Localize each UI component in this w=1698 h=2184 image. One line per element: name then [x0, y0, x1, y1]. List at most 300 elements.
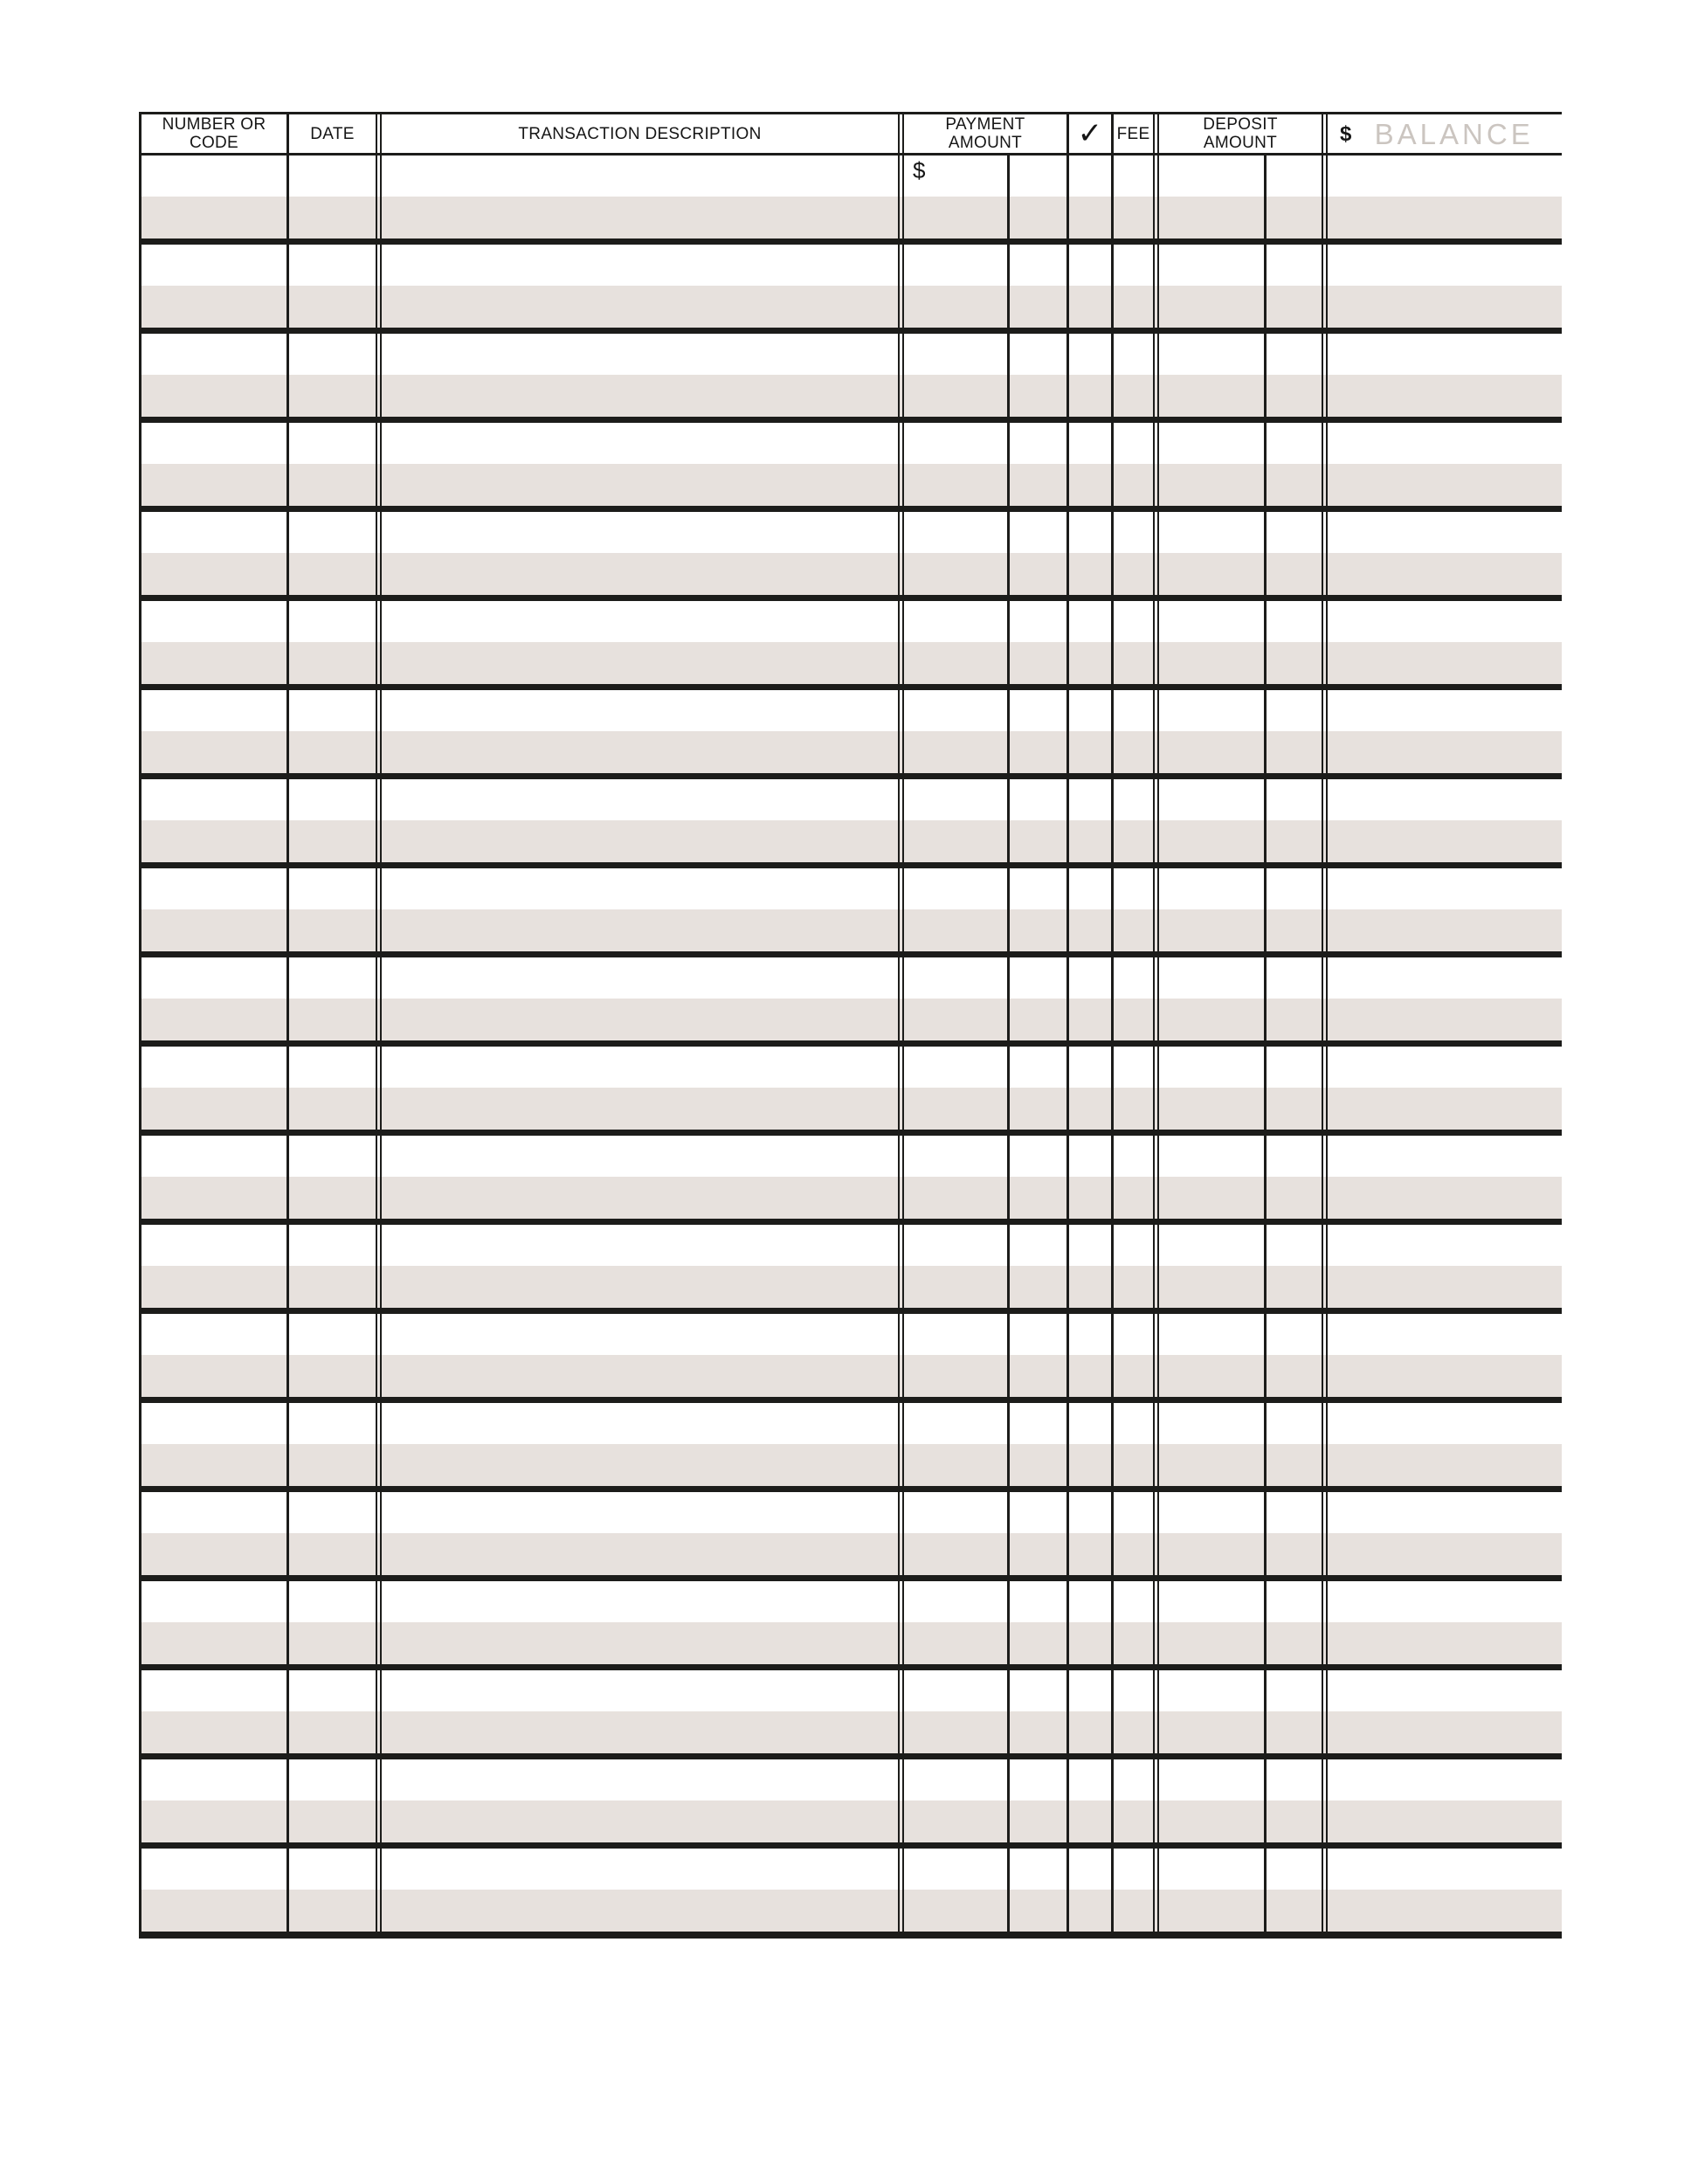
register-row	[139, 245, 1562, 334]
column-divider	[898, 334, 904, 417]
deposit-cents-cell[interactable]	[1267, 1403, 1322, 1486]
register-row	[139, 512, 1562, 601]
balance-cell[interactable]	[1328, 156, 1562, 238]
payment-dollars-cell[interactable]	[904, 690, 1010, 773]
number-cell[interactable]	[142, 1581, 286, 1664]
header-transaction-description	[382, 114, 898, 153]
number-cell[interactable]	[142, 779, 286, 862]
fee-cell[interactable]	[1111, 690, 1153, 773]
register-row	[139, 1403, 1562, 1492]
deposit-dollars-cell[interactable]	[1159, 868, 1267, 951]
register-row	[139, 423, 1562, 512]
deposit-dollars-cell[interactable]	[1159, 1581, 1267, 1664]
register-row	[139, 1136, 1562, 1225]
description-cell[interactable]	[382, 1849, 898, 1932]
column-divider	[1153, 1581, 1159, 1664]
number-cell[interactable]	[142, 1670, 286, 1753]
payment-dollar-sign	[904, 779, 1007, 782]
balance-dollar-sign: $	[1340, 121, 1352, 146]
cleared-check-cell[interactable]	[1066, 1403, 1111, 1486]
deposit-cents-cell[interactable]	[1267, 690, 1322, 773]
number-cell[interactable]	[142, 601, 286, 684]
column-divider	[1322, 156, 1328, 238]
deposit-dollars-cell[interactable]	[1159, 1225, 1267, 1308]
payment-cents-cell[interactable]	[1010, 1403, 1066, 1486]
balance-cell[interactable]	[1328, 1047, 1562, 1130]
payment-dollar-sign	[904, 512, 1007, 515]
payment-dollar-sign	[904, 1314, 1007, 1317]
column-divider	[376, 114, 382, 153]
payment-dollar-sign	[904, 957, 1007, 960]
column-divider	[898, 1581, 904, 1664]
payment-dollar-sign	[904, 1849, 1007, 1851]
cleared-check-cell[interactable]	[1066, 156, 1111, 238]
payment-cents-cell[interactable]	[1010, 423, 1066, 506]
deposit-cents-cell[interactable]	[1267, 957, 1322, 1040]
column-divider	[898, 957, 904, 1040]
deposit-cents-cell[interactable]	[1267, 423, 1322, 506]
column-divider	[898, 423, 904, 506]
number-cell[interactable]	[142, 1849, 286, 1932]
payment-dollar-sign	[904, 245, 1007, 247]
date-cell[interactable]	[286, 1136, 376, 1219]
column-divider	[1153, 1314, 1159, 1397]
description-cell[interactable]	[382, 245, 898, 328]
description-cell[interactable]	[382, 779, 898, 862]
column-divider	[898, 245, 904, 328]
payment-dollar-sign	[904, 868, 1007, 871]
date-cell[interactable]	[286, 779, 376, 862]
cleared-check-cell[interactable]	[1066, 1225, 1111, 1308]
column-divider	[898, 1670, 904, 1753]
deposit-dollars-cell[interactable]	[1159, 1670, 1267, 1753]
column-divider	[376, 1225, 382, 1308]
column-divider	[1153, 1403, 1159, 1486]
header-fee-label: FEE	[1116, 124, 1150, 143]
deposit-dollars-cell[interactable]	[1159, 779, 1267, 862]
header-payment-amount-line2: AMOUNT	[948, 134, 1023, 152]
deposit-dollars-cell[interactable]	[1159, 1759, 1267, 1842]
number-cell[interactable]	[142, 334, 286, 417]
deposit-cents-cell[interactable]	[1267, 245, 1322, 328]
date-cell[interactable]	[286, 1670, 376, 1753]
payment-cents-cell[interactable]	[1010, 1670, 1066, 1753]
payment-dollars-cell[interactable]	[904, 1403, 1010, 1486]
balance-cell[interactable]	[1328, 423, 1562, 506]
description-cell[interactable]	[382, 334, 898, 417]
date-cell[interactable]	[286, 156, 376, 238]
fee-cell[interactable]	[1111, 868, 1153, 951]
number-cell[interactable]	[142, 1492, 286, 1575]
payment-cents-cell[interactable]	[1010, 957, 1066, 1040]
payment-dollars-cell[interactable]	[904, 334, 1010, 417]
payment-dollars-cell[interactable]	[904, 423, 1010, 506]
header-payment-amount-line1: PAYMENT	[945, 115, 1025, 134]
column-divider	[376, 512, 382, 595]
fee-cell[interactable]	[1111, 1581, 1153, 1664]
description-cell[interactable]	[382, 1314, 898, 1397]
fee-cell[interactable]	[1111, 156, 1153, 238]
payment-cents-cell[interactable]	[1010, 1759, 1066, 1842]
description-cell[interactable]	[382, 957, 898, 1040]
deposit-dollars-cell[interactable]	[1159, 423, 1267, 506]
deposit-dollars-cell[interactable]	[1159, 156, 1267, 238]
column-divider	[376, 690, 382, 773]
payment-dollars-cell[interactable]	[904, 1136, 1010, 1219]
column-divider	[376, 1849, 382, 1932]
balance-cell[interactable]	[1328, 601, 1562, 684]
balance-cell[interactable]	[1328, 1670, 1562, 1753]
cleared-check-cell[interactable]	[1066, 1670, 1111, 1753]
deposit-cents-cell[interactable]	[1267, 1581, 1322, 1664]
header-number-or-code-line2: CODE	[189, 134, 239, 152]
number-cell[interactable]	[142, 1759, 286, 1842]
deposit-cents-cell[interactable]	[1267, 1225, 1322, 1308]
balance-cell[interactable]	[1328, 690, 1562, 773]
deposit-dollars-cell[interactable]	[1159, 512, 1267, 595]
date-cell[interactable]	[286, 957, 376, 1040]
cleared-check-cell[interactable]	[1066, 868, 1111, 951]
number-cell[interactable]	[142, 512, 286, 595]
register-row	[139, 334, 1562, 423]
deposit-cents-cell[interactable]	[1267, 1136, 1322, 1219]
payment-dollars-cell[interactable]	[904, 868, 1010, 951]
balance-cell[interactable]	[1328, 1492, 1562, 1575]
register-row	[139, 1314, 1562, 1403]
number-cell[interactable]	[142, 245, 286, 328]
column-divider	[376, 1759, 382, 1842]
description-cell[interactable]	[382, 1047, 898, 1130]
number-cell[interactable]	[142, 156, 286, 238]
balance-cell[interactable]	[1328, 245, 1562, 328]
description-cell[interactable]	[382, 1492, 898, 1575]
column-divider	[1153, 1670, 1159, 1753]
balance-cell[interactable]	[1328, 1849, 1562, 1932]
payment-cents-cell[interactable]	[1010, 1492, 1066, 1575]
payment-dollars-cell[interactable]	[904, 957, 1010, 1040]
number-cell[interactable]	[142, 690, 286, 773]
payment-dollars-cell[interactable]	[904, 1047, 1010, 1130]
column-divider	[1153, 114, 1159, 153]
column-divider	[1153, 1492, 1159, 1575]
payment-dollars-cell[interactable]	[904, 245, 1010, 328]
date-cell[interactable]	[286, 423, 376, 506]
column-divider	[1322, 512, 1328, 595]
payment-cents-cell[interactable]	[1010, 512, 1066, 595]
balance-cell[interactable]	[1328, 957, 1562, 1040]
payment-dollars-cell[interactable]	[904, 1492, 1010, 1575]
column-divider	[376, 423, 382, 506]
date-cell[interactable]	[286, 1581, 376, 1664]
deposit-dollars-cell[interactable]	[1159, 245, 1267, 328]
description-cell[interactable]	[382, 690, 898, 773]
payment-cents-cell[interactable]	[1010, 1136, 1066, 1219]
column-divider	[1322, 1047, 1328, 1130]
balance-cell[interactable]	[1328, 1581, 1562, 1664]
deposit-cents-cell[interactable]	[1267, 156, 1322, 238]
number-cell[interactable]	[142, 1403, 286, 1486]
header-date-label: DATE	[310, 124, 355, 143]
date-cell[interactable]	[286, 1314, 376, 1397]
payment-dollar-sign	[904, 334, 1007, 336]
balance-cell[interactable]	[1328, 1314, 1562, 1397]
date-cell[interactable]	[286, 868, 376, 951]
cleared-check-cell[interactable]	[1066, 779, 1111, 862]
fee-cell[interactable]	[1111, 334, 1153, 417]
number-cell[interactable]	[142, 1314, 286, 1397]
deposit-cents-cell[interactable]	[1267, 868, 1322, 951]
deposit-cents-cell[interactable]	[1267, 1314, 1322, 1397]
deposit-cents-cell[interactable]	[1267, 601, 1322, 684]
number-cell[interactable]	[142, 1136, 286, 1219]
register-body	[139, 156, 1562, 1939]
column-divider	[1322, 1314, 1328, 1397]
date-cell[interactable]	[286, 1225, 376, 1308]
column-divider	[1153, 957, 1159, 1040]
column-divider	[898, 512, 904, 595]
deposit-dollars-cell[interactable]	[1159, 690, 1267, 773]
description-cell[interactable]	[382, 1759, 898, 1842]
payment-cents-cell[interactable]	[1010, 779, 1066, 862]
description-cell[interactable]	[382, 868, 898, 951]
cleared-check-cell[interactable]	[1066, 1136, 1111, 1219]
fee-cell[interactable]	[1111, 601, 1153, 684]
description-cell[interactable]	[382, 601, 898, 684]
description-cell[interactable]	[382, 156, 898, 238]
balance-cell[interactable]	[1328, 1759, 1562, 1842]
balance-cell[interactable]	[1328, 1225, 1562, 1308]
date-cell[interactable]	[286, 1047, 376, 1130]
balance-cell[interactable]	[1328, 779, 1562, 862]
header-row	[139, 112, 1562, 156]
payment-dollars-cell[interactable]	[904, 779, 1010, 862]
payment-cents-cell[interactable]	[1010, 1849, 1066, 1932]
number-cell[interactable]	[142, 957, 286, 1040]
date-cell[interactable]	[286, 1492, 376, 1575]
payment-dollars-cell[interactable]	[904, 1581, 1010, 1664]
column-divider	[1322, 868, 1328, 951]
deposit-dollars-cell[interactable]	[1159, 1849, 1267, 1932]
payment-dollar-sign	[904, 1670, 1007, 1673]
column-divider	[1322, 690, 1328, 773]
payment-dollars-cell[interactable]	[904, 1670, 1010, 1753]
fee-cell[interactable]	[1111, 423, 1153, 506]
fee-cell[interactable]	[1111, 1849, 1153, 1932]
cleared-check-cell[interactable]	[1066, 1492, 1111, 1575]
column-divider	[1153, 1759, 1159, 1842]
cleared-check-cell[interactable]	[1066, 1314, 1111, 1397]
description-cell[interactable]	[382, 1581, 898, 1664]
date-cell[interactable]	[286, 1403, 376, 1486]
cleared-check-cell[interactable]	[1066, 1849, 1111, 1932]
register-row	[139, 1225, 1562, 1314]
payment-dollar-sign: $	[913, 157, 926, 183]
column-divider	[898, 601, 904, 684]
deposit-cents-cell[interactable]	[1267, 334, 1322, 417]
number-cell[interactable]	[142, 868, 286, 951]
payment-dollars-cell[interactable]	[904, 1849, 1010, 1932]
payment-dollar-sign	[904, 423, 1007, 425]
register-row	[139, 1759, 1562, 1849]
cleared-check-cell[interactable]	[1066, 601, 1111, 684]
fee-cell[interactable]	[1111, 245, 1153, 328]
cleared-check-cell[interactable]	[1066, 1759, 1111, 1842]
fee-cell[interactable]	[1111, 957, 1153, 1040]
description-cell[interactable]	[382, 1670, 898, 1753]
fee-cell[interactable]	[1111, 1225, 1153, 1308]
cleared-check-cell[interactable]	[1066, 957, 1111, 1040]
payment-dollars-cell[interactable]	[904, 1759, 1010, 1842]
description-cell[interactable]	[382, 1225, 898, 1308]
column-divider	[898, 1225, 904, 1308]
column-divider	[1153, 779, 1159, 862]
register-row	[139, 1047, 1562, 1136]
payment-dollars-cell[interactable]	[904, 156, 1010, 238]
balance-cell[interactable]	[1328, 1403, 1562, 1486]
column-divider	[376, 1314, 382, 1397]
payment-dollars-cell[interactable]	[904, 1314, 1010, 1397]
column-divider	[1322, 779, 1328, 862]
date-cell[interactable]	[286, 1849, 376, 1932]
column-divider	[1322, 1136, 1328, 1219]
fee-cell[interactable]	[1111, 1759, 1153, 1842]
fee-cell[interactable]	[1111, 779, 1153, 862]
column-divider	[1322, 114, 1328, 153]
date-cell[interactable]	[286, 601, 376, 684]
column-divider	[1322, 1759, 1328, 1842]
header-fee	[1111, 114, 1153, 153]
header-deposit-amount	[1159, 114, 1322, 153]
description-cell[interactable]	[382, 423, 898, 506]
column-divider	[376, 1492, 382, 1575]
number-cell[interactable]	[142, 423, 286, 506]
deposit-cents-cell[interactable]	[1267, 1759, 1322, 1842]
deposit-dollars-cell[interactable]	[1159, 1136, 1267, 1219]
fee-cell[interactable]	[1111, 1403, 1153, 1486]
deposit-dollars-cell[interactable]	[1159, 1492, 1267, 1575]
payment-dollar-sign	[904, 1136, 1007, 1138]
deposit-dollars-cell[interactable]	[1159, 957, 1267, 1040]
column-divider	[1153, 156, 1159, 238]
payment-cents-cell[interactable]	[1010, 245, 1066, 328]
deposit-cents-cell[interactable]	[1267, 1492, 1322, 1575]
column-divider	[1153, 245, 1159, 328]
payment-dollars-cell[interactable]	[904, 512, 1010, 595]
payment-cents-cell[interactable]	[1010, 1047, 1066, 1130]
deposit-cents-cell[interactable]	[1267, 779, 1322, 862]
deposit-dollars-cell[interactable]	[1159, 601, 1267, 684]
cleared-check-cell[interactable]	[1066, 334, 1111, 417]
register-row	[139, 1492, 1562, 1581]
deposit-dollars-cell[interactable]	[1159, 1047, 1267, 1130]
header-deposit-amount-line1: DEPOSIT	[1203, 115, 1278, 134]
column-divider	[1322, 1492, 1328, 1575]
fee-cell[interactable]	[1111, 512, 1153, 595]
header-number-or-code	[142, 114, 286, 153]
column-divider	[1322, 1403, 1328, 1486]
date-cell[interactable]	[286, 245, 376, 328]
checkmark-icon: ✓	[1077, 117, 1103, 150]
fee-cell[interactable]	[1111, 1047, 1153, 1130]
header-transaction-description-label: TRANSACTION DESCRIPTION	[518, 124, 762, 143]
header-cleared-column	[1066, 114, 1111, 153]
payment-cents-cell[interactable]	[1010, 1581, 1066, 1664]
column-divider	[1322, 1581, 1328, 1664]
payment-cents-cell[interactable]	[1010, 156, 1066, 238]
fee-cell[interactable]	[1111, 1492, 1153, 1575]
number-cell[interactable]	[142, 1047, 286, 1130]
column-divider	[898, 1136, 904, 1219]
balance-cell[interactable]	[1328, 868, 1562, 951]
deposit-cents-cell[interactable]	[1267, 512, 1322, 595]
payment-cents-cell[interactable]	[1010, 1225, 1066, 1308]
column-divider	[376, 245, 382, 328]
deposit-cents-cell[interactable]	[1267, 1670, 1322, 1753]
payment-cents-cell[interactable]	[1010, 868, 1066, 951]
deposit-dollars-cell[interactable]	[1159, 1403, 1267, 1486]
column-divider	[1153, 1849, 1159, 1932]
fee-cell[interactable]	[1111, 1136, 1153, 1219]
deposit-cents-cell[interactable]	[1267, 1849, 1322, 1932]
number-cell[interactable]	[142, 1225, 286, 1308]
payment-cents-cell[interactable]	[1010, 334, 1066, 417]
payment-dollar-sign	[904, 1492, 1007, 1495]
cleared-check-cell[interactable]	[1066, 423, 1111, 506]
cleared-check-cell[interactable]	[1066, 1581, 1111, 1664]
balance-cell[interactable]	[1328, 334, 1562, 417]
balance-cell[interactable]	[1328, 1136, 1562, 1219]
fee-cell[interactable]	[1111, 1314, 1153, 1397]
deposit-cents-cell[interactable]	[1267, 1047, 1322, 1130]
date-cell[interactable]	[286, 334, 376, 417]
cleared-check-cell[interactable]	[1066, 690, 1111, 773]
column-divider	[898, 1759, 904, 1842]
cleared-check-cell[interactable]	[1066, 245, 1111, 328]
fee-cell[interactable]	[1111, 1670, 1153, 1753]
column-divider	[376, 601, 382, 684]
column-divider	[376, 779, 382, 862]
date-cell[interactable]	[286, 1759, 376, 1842]
column-divider	[376, 1581, 382, 1664]
payment-dollars-cell[interactable]	[904, 1225, 1010, 1308]
column-divider	[1153, 1047, 1159, 1130]
description-cell[interactable]	[382, 512, 898, 595]
payment-dollar-sign	[904, 601, 1007, 604]
cleared-check-cell[interactable]	[1066, 1047, 1111, 1130]
column-divider	[376, 868, 382, 951]
column-divider	[1322, 334, 1328, 417]
column-divider	[898, 868, 904, 951]
balance-label: BALANCE	[1374, 117, 1534, 150]
description-cell[interactable]	[382, 1403, 898, 1486]
column-divider	[898, 690, 904, 773]
cleared-check-cell[interactable]	[1066, 512, 1111, 595]
column-divider	[1322, 245, 1328, 328]
payment-cents-cell[interactable]	[1010, 690, 1066, 773]
payment-dollars-cell[interactable]	[904, 601, 1010, 684]
date-cell[interactable]	[286, 690, 376, 773]
deposit-dollars-cell[interactable]	[1159, 334, 1267, 417]
payment-cents-cell[interactable]	[1010, 1314, 1066, 1397]
payment-cents-cell[interactable]	[1010, 601, 1066, 684]
column-divider	[376, 1047, 382, 1130]
description-cell[interactable]	[382, 1136, 898, 1219]
date-cell[interactable]	[286, 512, 376, 595]
deposit-dollars-cell[interactable]	[1159, 1314, 1267, 1397]
column-divider	[1322, 1225, 1328, 1308]
register-row	[139, 1581, 1562, 1670]
balance-cell[interactable]	[1328, 512, 1562, 595]
